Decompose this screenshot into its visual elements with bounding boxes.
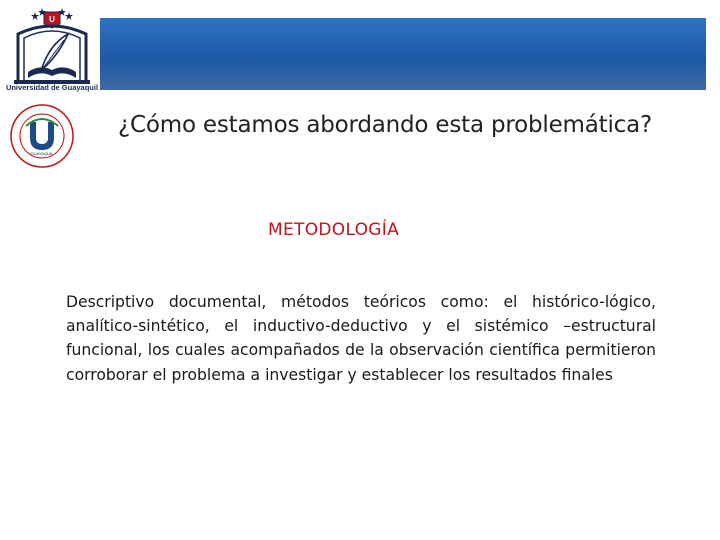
slide-body: Descriptivo documental, métodos teóricos como: el histórico-lógico, analítico-sintético, el inductivo-deductivo y el sistémico –estructural funcional, los cuales acompañados de la observación científica permitieron corroborar el problema a investigar y establecer los resultados finales xyxy=(66,293,656,384)
slide-question: ¿Cómo estamos abordando esta problemática? xyxy=(118,112,652,138)
slide-subtitle: METODOLOGÍA xyxy=(268,220,400,240)
faculty-logo-city: GUAYAQUIL xyxy=(30,151,54,156)
university-logo xyxy=(4,4,100,94)
faculty-logo xyxy=(10,104,74,168)
university-logo-caption: Universidad de Guayaquil xyxy=(5,83,99,92)
header-banner-shade xyxy=(100,60,706,90)
svg-text:U: U xyxy=(49,15,55,24)
